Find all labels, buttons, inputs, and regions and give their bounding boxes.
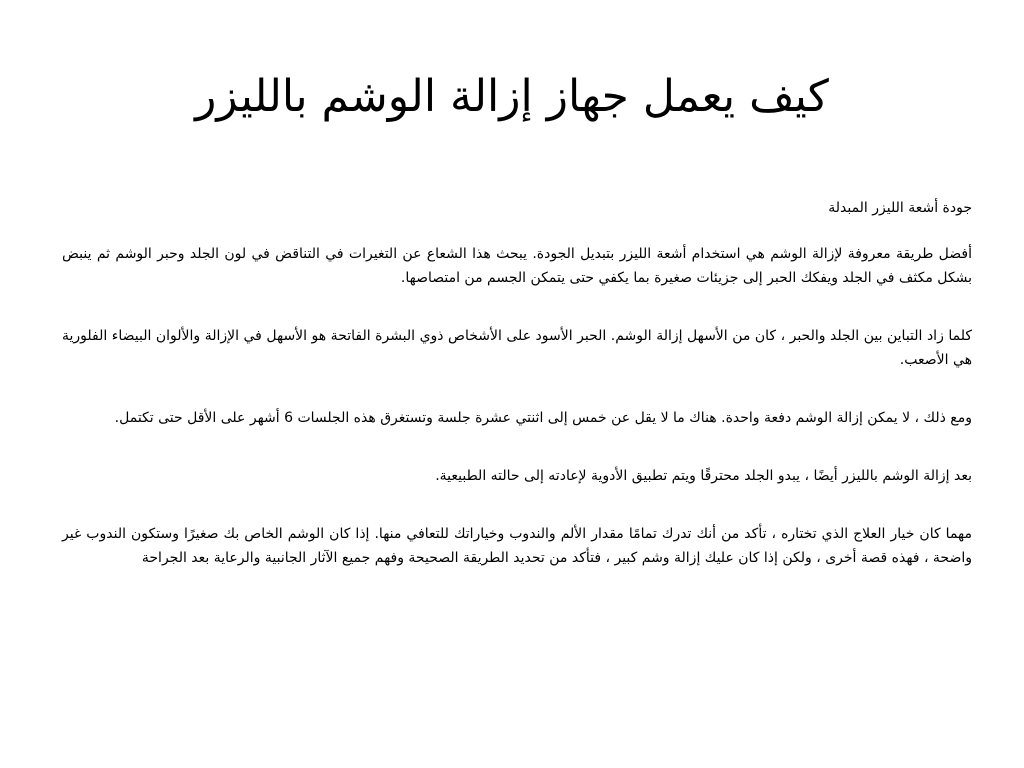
- paragraph-q-switched-laser: أفضل طريقة معروفة لإزالة الوشم هي استخدام أشعة الليزر بتبديل الجودة. يبحث هذا الشعاع عن التغيرات في التناقض في لون الجلد وحبر الوشم ثم ينبض بشكل مكثف في الجلد ويفكك الحبر إلى جزيئات صغيرة بما يكفي حتى يتمكن الجسم من امتصاصها.: [62, 246, 972, 286]
- paragraph-sessions: ومع ذلك ، لا يمكن إزالة الوشم دفعة واحدة. هناك ما لا يقل عن خمس إلى اثنتي عشرة جلسة وتستغرق هذه الجلسات 6 أشهر على الأقل حتى تكتمل.: [114, 410, 972, 426]
- paragraph-subheading: جودة أشعة الليزر المبدلة: [828, 200, 972, 216]
- paragraph-after-removal: بعد إزالة الوشم بالليزر أيضًا ، يبدو الجلد محترقًا ويتم تطبيق الأدوية لإعادته إلى حالته الطبيعية.: [435, 468, 972, 484]
- paragraph-contrast: كلما زاد التباين بين الجلد والحبر ، كان من الأسهل إزالة الوشم. الحبر الأسود على الأشخاص ذوي البشرة الفاتحة هو الأسهل في الإزالة والألوان البيضاء الفلورية هي الأصعب.: [62, 328, 972, 368]
- paragraph-treatment-choice: مهما كان خيار العلاج الذي تختاره ، تأكد من أنك تدرك تمامًا مقدار الألم والندوب وخياراتك للتعافي منها. إذا كان الوشم الخاص بك صغيرًا وستكون الندوب غير واضحة ، فهذه قصة أخرى ، ولكن إذا كان عليك إزالة وشم كبير ، فتأكد من تحديد الطريقة الصحيحة وفهم جميع الآثار الجانبية والرعاية بعد الجراحة: [62, 526, 972, 566]
- slide-body: [62, 196, 972, 604]
- slide-title: كيف يعمل جهاز إزالة الوشم بالليزر: [195, 71, 829, 122]
